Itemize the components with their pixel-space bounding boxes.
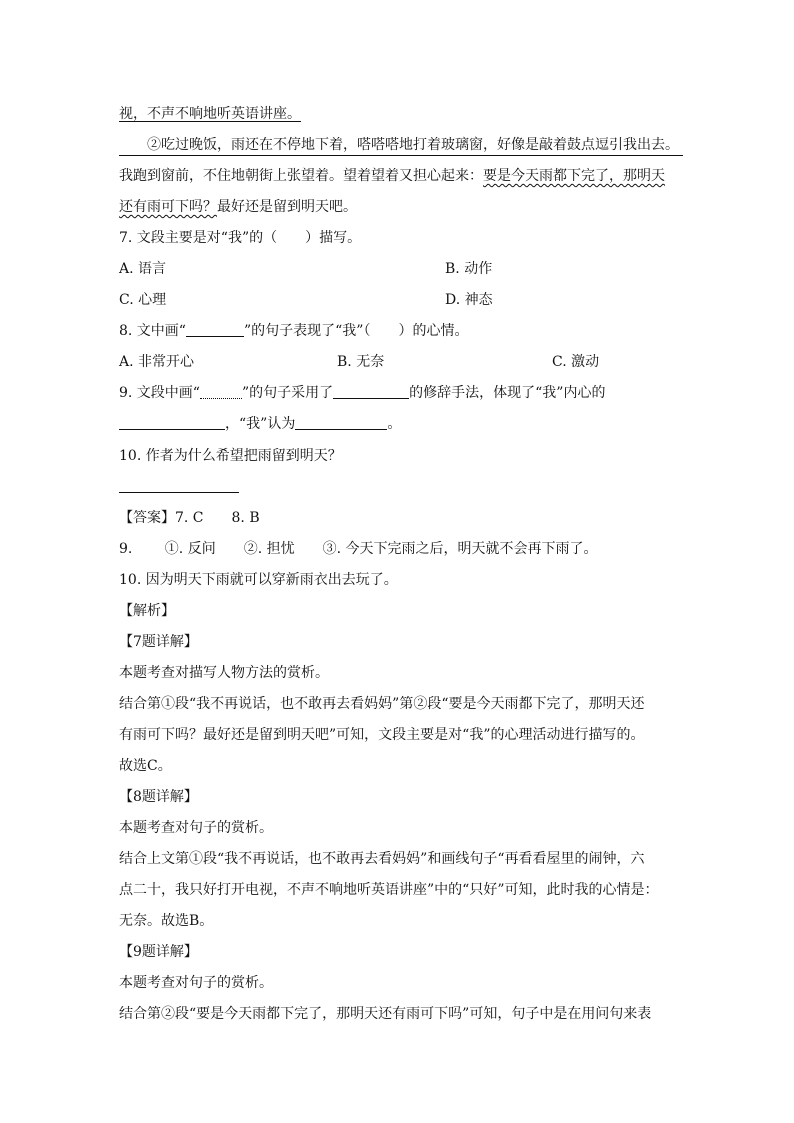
q7-option-c: C. 心理 <box>119 292 167 308</box>
passage-line-1 <box>119 104 301 124</box>
q9-detail-title: 【9题详解】 <box>119 944 198 960</box>
wavy-underline-sample <box>200 384 242 399</box>
passage-paragraph-2 <box>119 135 683 156</box>
underlined-sentence-end: 视，不声不响地听英语讲座。 <box>119 106 301 122</box>
answer-line-3: 10. 因为明天下雨就可以穿新雨衣出去玩了。 <box>119 572 398 588</box>
q7-option-a: A. 语言 <box>119 261 167 277</box>
q9-blank-2[interactable] <box>119 415 225 430</box>
question-7: 7. 文段主要是对“我”的（ ）描写。 <box>119 230 362 246</box>
q7-option-d: D. 神态 <box>445 292 493 308</box>
q8-option-b: B. 无奈 <box>337 354 385 370</box>
q7-detail-line-4: 故选C。 <box>119 758 172 774</box>
q8-stem-end: ”的句子表现了“我”（ ）的心情。 <box>243 323 469 339</box>
q9-stem-start: 9. 文段中画“ <box>119 385 200 401</box>
question-10: 10. 作者为什么希望把雨留到明天？ <box>119 448 342 464</box>
question-9 <box>119 383 605 403</box>
question-8 <box>119 321 468 341</box>
q7-detail-title: 【7题详解】 <box>119 634 198 650</box>
q9-line-2-end: 。 <box>387 416 402 432</box>
q9-blank-3[interactable] <box>295 415 387 430</box>
q7-detail-line-3: 有雨可下吗？最好还是留到明天吧”可知，文段主要是对“我”的心理活动进行描写的。 <box>119 727 645 743</box>
straight-underline-sample <box>186 322 244 337</box>
q8-detail-line-1: 本题考查对句子的赏析。 <box>119 820 273 836</box>
wavy-underlined-sentence-end: 还有雨可下吗？ <box>119 199 217 215</box>
q9-detail-line-1: 本题考查对句子的赏析。 <box>119 975 273 991</box>
answer-line-2: 9. ①. 反问 ②. 担忧 ③. 今天下完雨之后，明天就不会再下雨了。 <box>119 541 598 557</box>
q7-option-b: B. 动作 <box>445 261 493 277</box>
passage-text: 我跑到窗前，不住地朝街上张望着。望着望着又担心起来： <box>119 168 483 184</box>
passage-line-4 <box>119 197 357 217</box>
wavy-underlined-sentence: 要是今天雨都下完了，那明天 <box>483 168 665 184</box>
q9-stem-end: 的修辞手法，体现了“我”内心的 <box>409 385 606 401</box>
analysis-title: 【解析】 <box>119 603 175 619</box>
q9-detail-line-2: 结合第②段“要是今天雨都下完了，那明天还有雨可下吗”可知，句子中是在用问句来表 <box>119 1006 652 1022</box>
q10-answer-line[interactable] <box>119 492 239 493</box>
q8-detail-line-4: 无奈。故选B。 <box>119 913 214 929</box>
q8-detail-line-3: 点二十，我只好打开电视，不声不响地听英语讲座”中的“只好”可知，此时我的心情是： <box>119 882 659 898</box>
q8-detail-line-2: 结合上文第①段“我不再说话，也不敢再去看妈妈”和画线句子“再看看屋里的闹钟，六 <box>119 851 645 867</box>
passage-line-3 <box>119 166 665 186</box>
q9-line-2-text: ，“我”认为 <box>225 416 296 432</box>
question-9-line-2 <box>119 414 401 434</box>
q7-detail-line-2: 结合第①段“我不再说话，也不敢再去看妈妈”第②段“要是今天雨都下完了，那明天还 <box>119 696 645 712</box>
q7-detail-line-1: 本题考查对描写人物方法的赏析。 <box>119 665 329 681</box>
q8-option-c: C. 激动 <box>552 354 600 370</box>
q8-stem-start: 8. 文中画“ <box>119 323 186 339</box>
q9-blank-1[interactable] <box>333 384 409 399</box>
passage-text: 最好还是留到明天吧。 <box>217 199 357 215</box>
q9-stem-middle: ”的句子采用了 <box>241 385 334 401</box>
paragraph-2-first-line: ②吃过晚饭，雨还在不停地下着，嗒嗒嗒地打着玻璃窗，好像是敲着鼓点逗引我出去。 <box>147 137 679 153</box>
q8-detail-title: 【8题详解】 <box>119 789 198 805</box>
answer-line-1: 【答案】7. C 8. B <box>119 510 260 526</box>
q8-option-a: A. 非常开心 <box>119 354 195 370</box>
